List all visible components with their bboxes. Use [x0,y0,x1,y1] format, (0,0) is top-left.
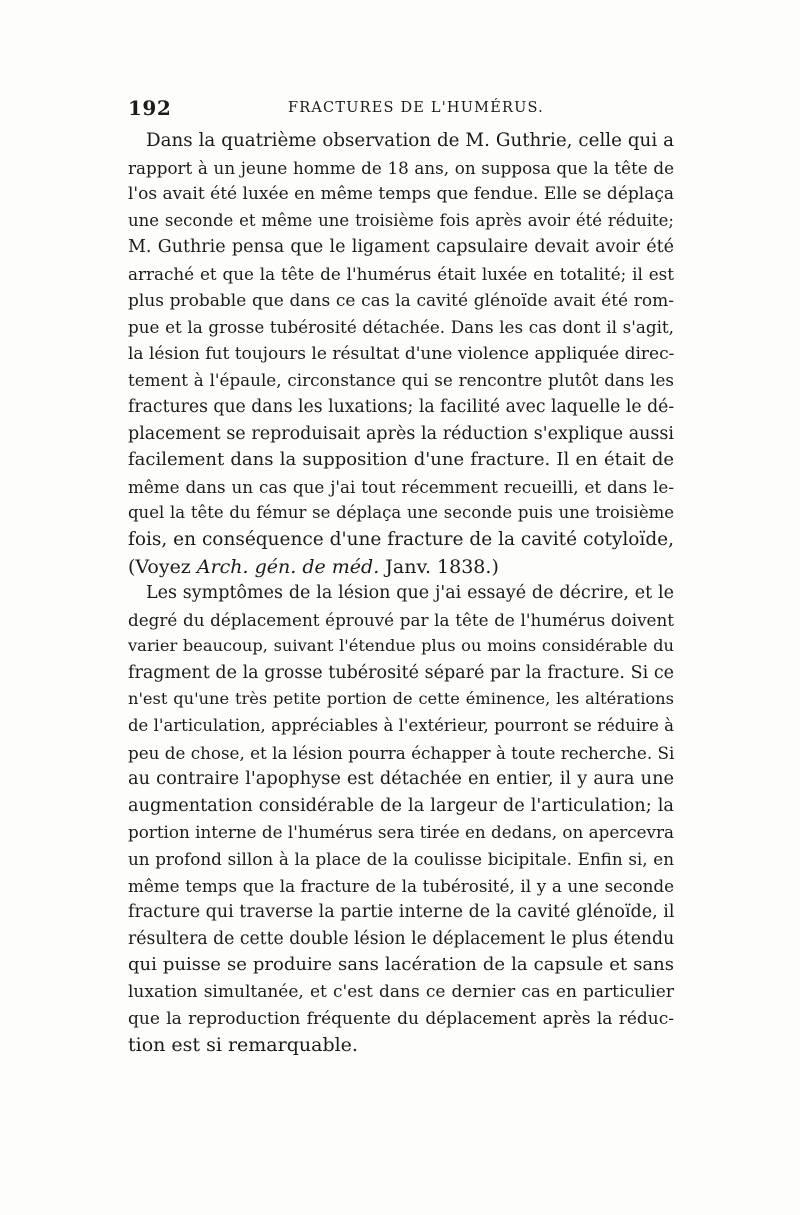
running-head [128,96,674,120]
paragraph-line: peu de chose, et la lésion pourra échapper à toute recherche. Si [128,742,675,763]
paragraph-line: rapport à un jeune homme de 18 ans, on supposa que la tête de [128,157,674,178]
paragraph-line: arraché et que la tête de l'humérus était luxée en totalité; il est [128,263,674,284]
paragraph-line: l'os avait été luxée en même temps que fendue. Elle se déplaça [128,184,674,205]
journal-title: Arch. gén. de méd. [196,555,380,578]
paragraph-line: fois, en conséquence d'une fracture de la cavité cotyloïde, [128,528,674,550]
paragraph-line: Dans la quatrième observation de M. Guthrie, celle qui a [146,130,674,151]
paragraph-line: même dans un cas que j'ai tout récemment recueilli, et dans le- [128,476,674,497]
paragraph-line: portion interne de l'humérus sera tirée en dedans, on apercevra [128,822,674,843]
paragraph-line: fracture qui traverse la partie interne de la cavité glénoïde, il [128,902,675,923]
paragraph-line: plus probable que dans ce cas la cavité glénoïde avait été rom- [128,290,674,311]
citation-suffix: Janv. 1838.) [379,555,499,578]
paragraph-line: tement à l'épaule, circonstance qui se rencontre plutôt dans les [128,370,674,391]
paragraph-line: la lésion fut toujours le résultat d'une violence appliquée direc- [128,343,675,364]
paragraph-line: luxation simultanée, et c'est dans ce dernier cas en particulier [128,982,674,1002]
paragraph-line: même temps que la fracture de la tubérosité, il y a une seconde [128,875,674,896]
paragraph-line: quel la tête du fémur se déplaça une seconde puis une troisième [128,503,674,523]
paragraph-line: un profond sillon à la place de la coulisse bicipitale. Enfin si, en [128,849,674,870]
paragraph-line: Les symptômes de la lésion que j'ai essayé de décrire, et le [146,583,674,604]
paragraph-line: fragment de la grosse tubérosité séparé par la fracture. Si ce [128,662,674,683]
paragraph-line: augmentation considérable de la largeur de l'articulation; la [128,795,674,816]
paragraph-line: varier beaucoup, suivant l'étendue plus ou moins considérable du [128,636,674,656]
paragraph-line: degré du déplacement éprouvé par la tête de l'humérus doivent [128,609,674,630]
paragraph-line: pue et la grosse tubérosité détachée. Dans les cas dont il s'agit, [128,317,674,338]
paragraph-line: n'est qu'une très petite portion de cette éminence, les altérations [128,689,674,709]
paragraph-line: de l'articulation, appréciables à l'extérieur, pourront se réduire à [128,716,674,736]
paragraph-line: que la reproduction fréquente du déplacement après la réduc- [128,1008,674,1029]
paragraph-line: une seconde et même une troisième fois après avoir été réduite; [128,210,674,230]
citation-prefix: (Voyez [128,555,197,578]
paragraph-line: qui puisse se produire sans lacération de la capsule et sans [128,954,674,976]
paragraph-line: fractures que dans les luxations; la facilité avec laquelle le dé- [128,396,675,417]
running-title: FRACTURES DE L'HUMÉRUS. [288,100,544,116]
paragraph-line: au contraire l'apophyse est détachée en entier, il y aura une [128,769,674,790]
paragraph-line: tion est si remarquable. [128,1034,358,1057]
citation-line [128,554,674,581]
paragraph-line: M. Guthrie pensa que le ligament capsulaire devait avoir été [128,237,674,258]
paragraph-line: facilement dans la supposition d'une fracture. Il en était de [128,449,674,471]
paragraph-line: résultera de cette double lésion le déplacement le plus étendu [128,928,675,949]
paragraph-line: placement se reproduisait après la réduction s'explique aussi [128,423,674,444]
page-number: 192 [128,96,172,120]
body-text [128,128,674,1059]
